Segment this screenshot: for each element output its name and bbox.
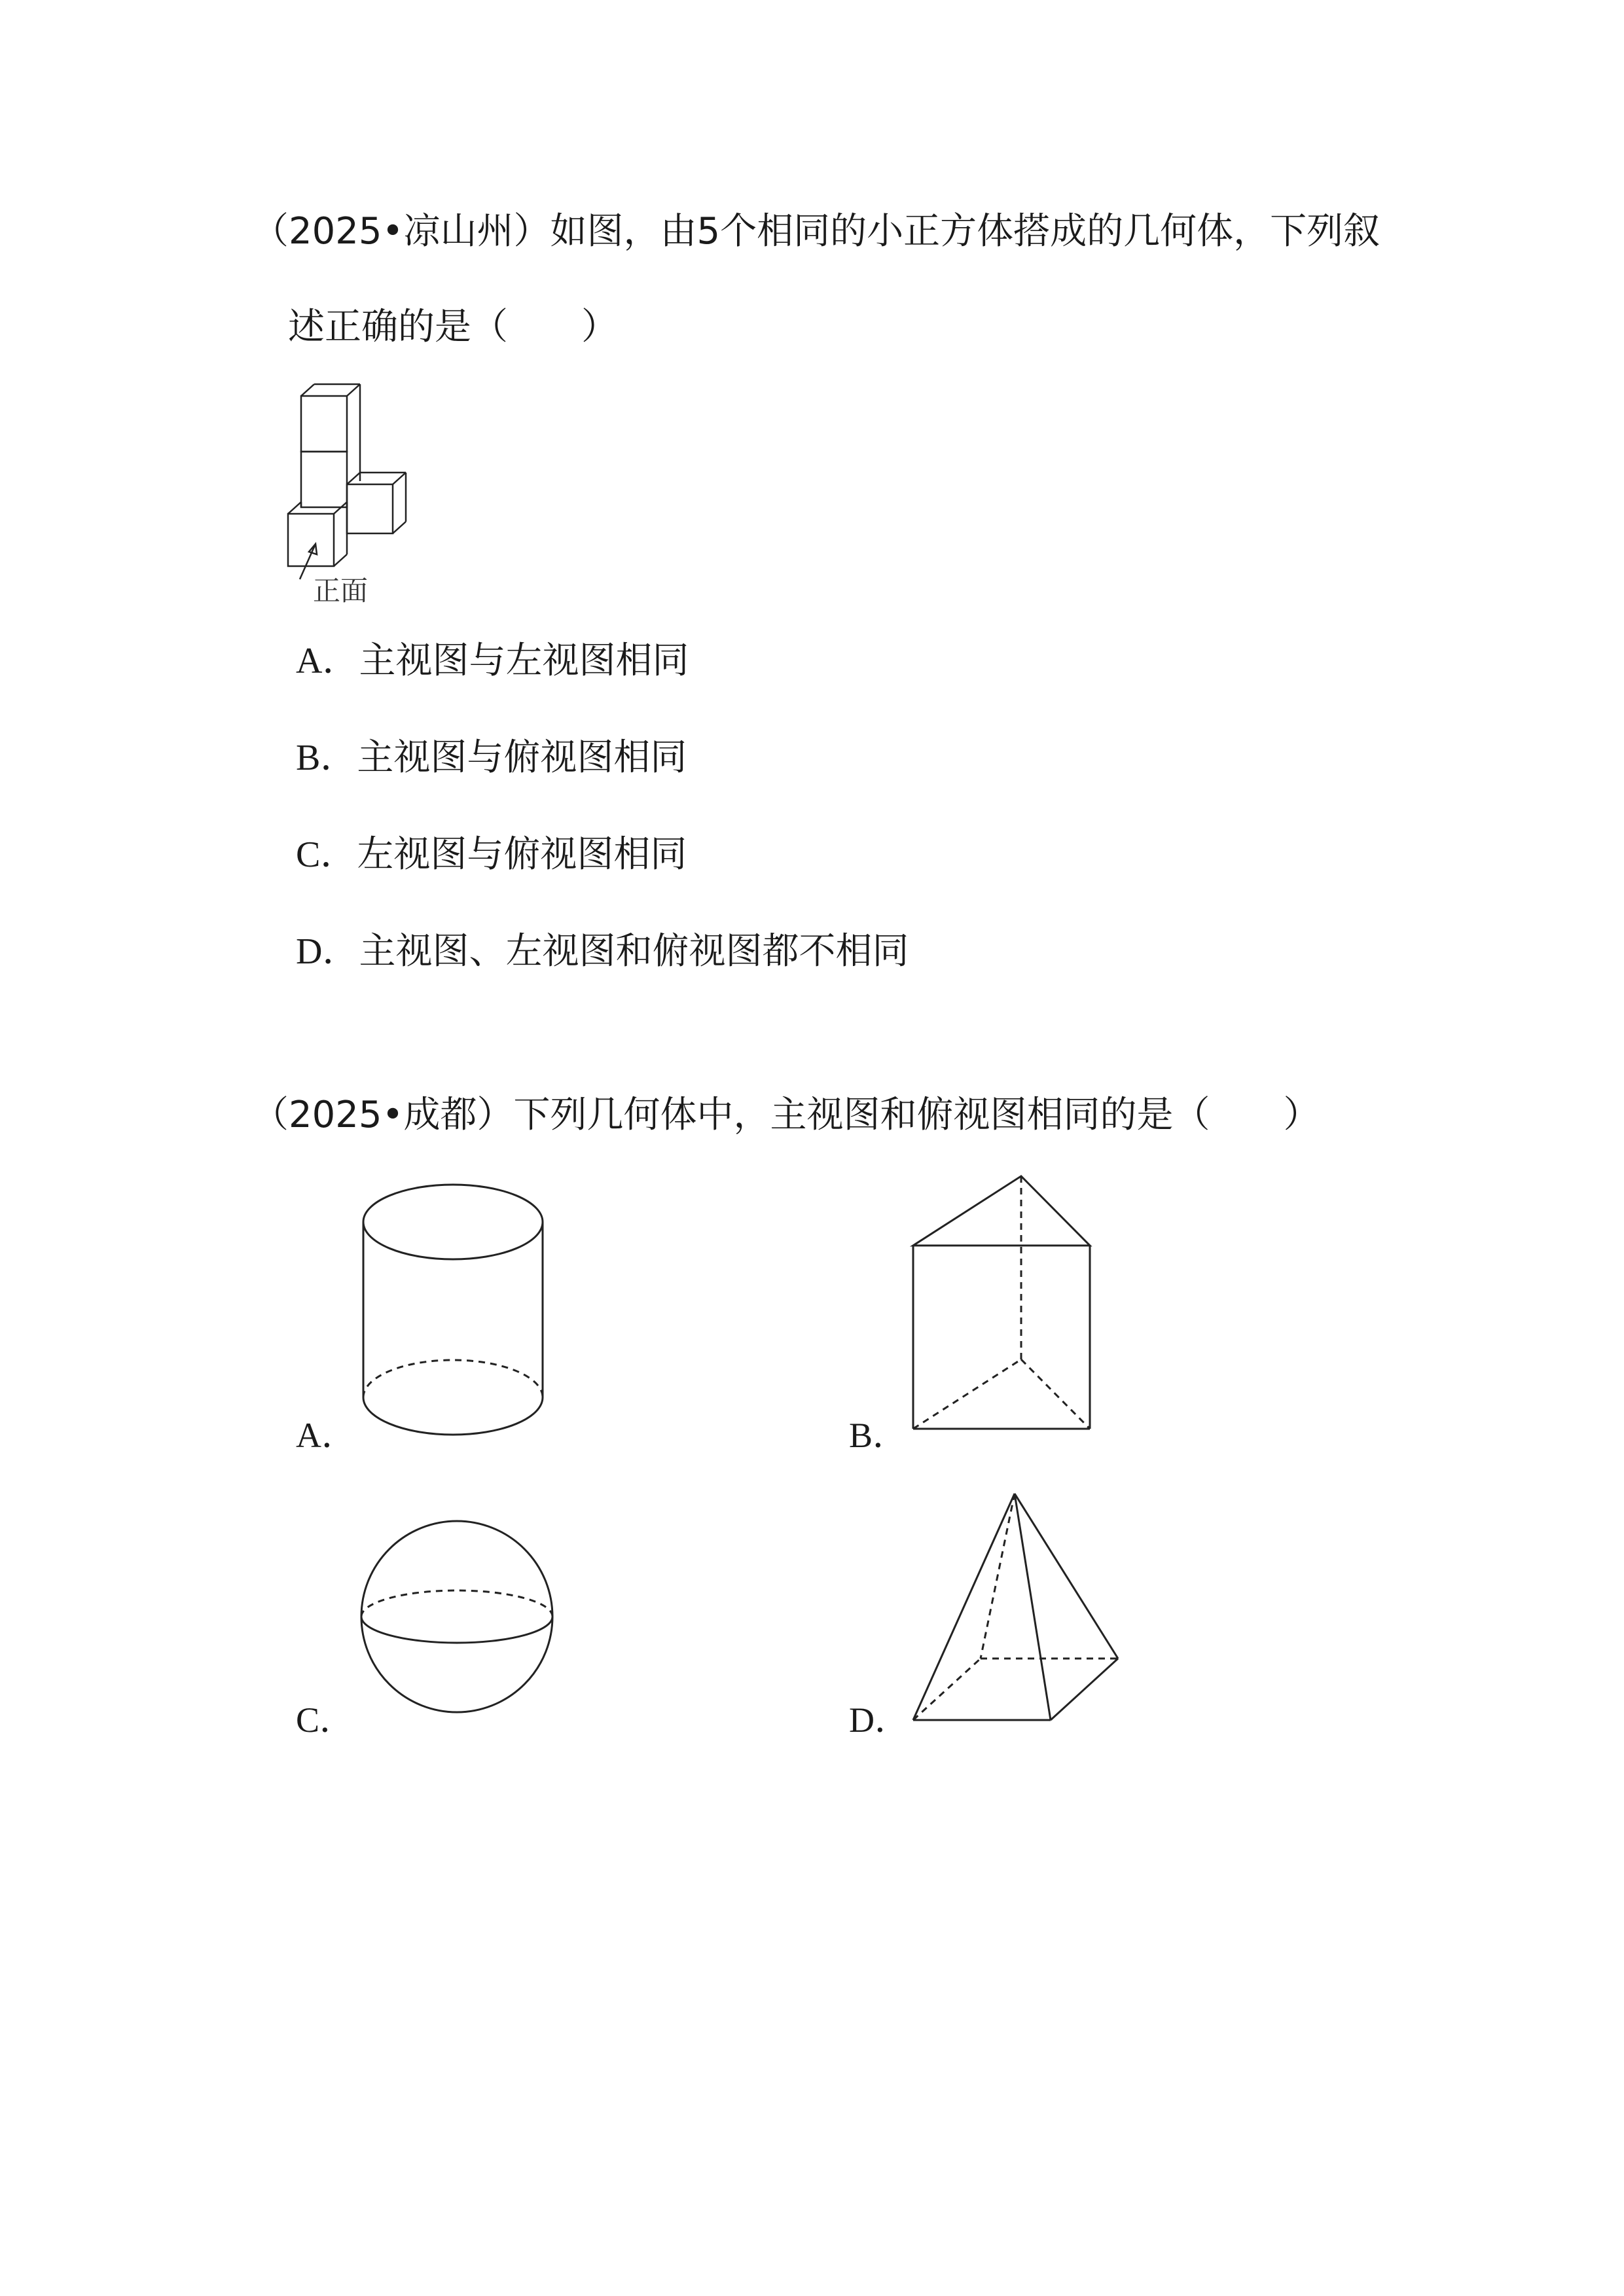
q1-option-d-letter: D． xyxy=(296,931,359,972)
square-pyramid-figure[interactable] xyxy=(910,1492,1126,1728)
q2-option-d-label[interactable]: D． xyxy=(849,1700,910,1740)
q1-option-b-letter: B． xyxy=(296,738,357,778)
cylinder-figure[interactable] xyxy=(360,1181,550,1440)
q1-option-c-letter: C． xyxy=(296,834,357,875)
sphere-figure[interactable] xyxy=(359,1518,562,1721)
q1-option-b-text: 主视图与俯视图相同 xyxy=(357,736,687,779)
q1-option-d-text: 主视图、左视图和俯视图都不相同 xyxy=(359,930,909,973)
question2-stem: （2025•成都）下列几何体中，主视图和俯视图相同的是（ ） xyxy=(252,1094,1320,1136)
q2-option-a-label[interactable]: A． xyxy=(296,1416,357,1455)
q1-option-b[interactable] xyxy=(296,737,687,779)
q1-option-a[interactable] xyxy=(296,640,689,682)
q2-option-c-label[interactable]: C． xyxy=(296,1700,355,1740)
q1-option-d[interactable] xyxy=(296,931,909,973)
q1-option-a-text: 主视图与左视图相同 xyxy=(359,639,689,682)
q2-option-b-label[interactable]: B． xyxy=(849,1416,909,1455)
q1-option-a-letter: A． xyxy=(296,641,359,681)
figure-caption-front: 正面 xyxy=(313,575,369,607)
q1-option-c[interactable] xyxy=(296,834,687,876)
question1-stem-line2: 述正确的是（ ） xyxy=(288,306,618,348)
question1-stem-line1: （2025•凉山州）如图，由5个相同的小正方体搭成的几何体，下列叙 xyxy=(252,210,1380,253)
q1-option-c-text: 左视图与俯视图相同 xyxy=(357,833,687,876)
triangular-prism-figure[interactable] xyxy=(910,1175,1100,1440)
